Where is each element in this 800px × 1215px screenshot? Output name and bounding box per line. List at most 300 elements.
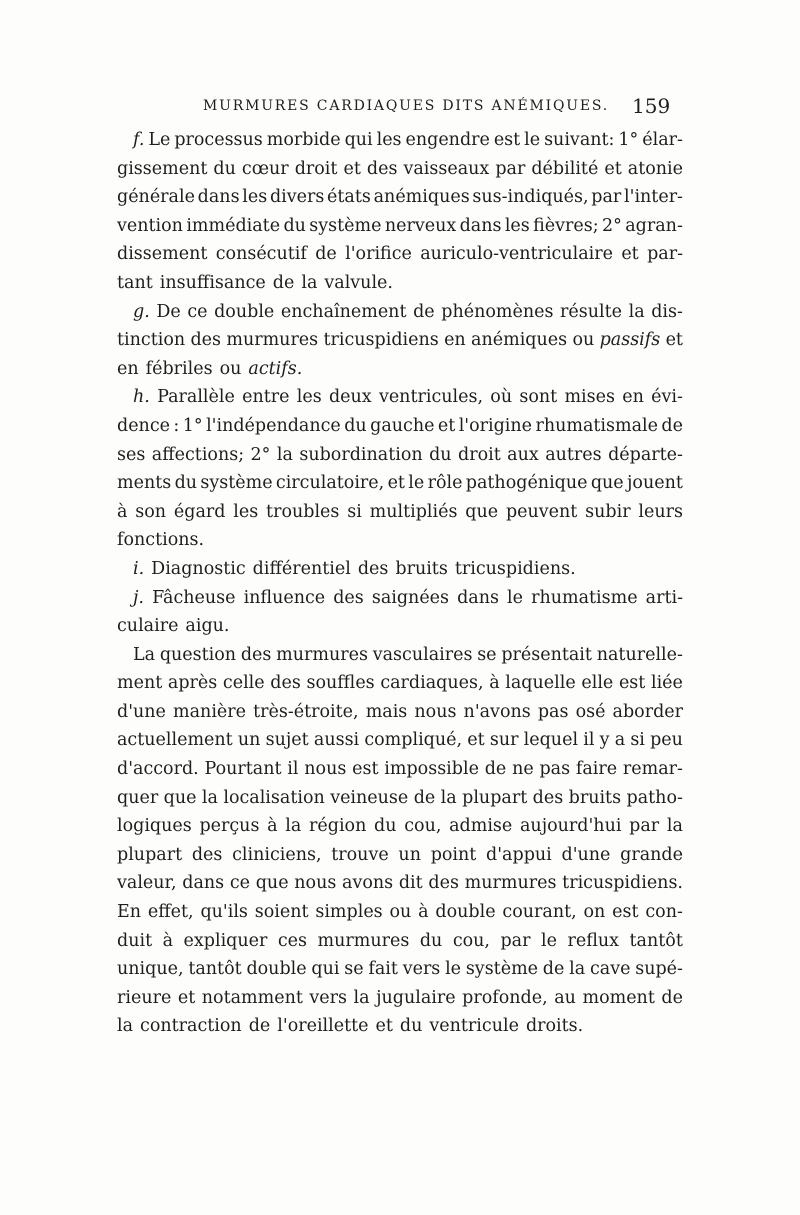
word: faire — [575, 759, 618, 780]
word: la — [276, 444, 293, 465]
word: naturelle- — [596, 644, 683, 665]
word: gissement — [117, 158, 208, 179]
word: notamment — [201, 987, 303, 1008]
word: des — [190, 330, 222, 351]
word: valeur, — [117, 873, 177, 894]
word: ou — [389, 902, 412, 923]
word: la — [569, 959, 586, 980]
word: En — [117, 902, 142, 923]
word: nous — [294, 873, 337, 894]
word: fébriles — [145, 358, 213, 379]
word: que — [163, 787, 197, 808]
word: rôle — [427, 473, 463, 494]
word: des — [240, 644, 272, 665]
word: présentait — [501, 644, 592, 665]
word: ce — [187, 301, 208, 322]
word — [248, 355, 302, 384]
word: d'une — [117, 701, 166, 722]
text-line — [117, 927, 683, 956]
word: bruits — [395, 558, 448, 579]
word: très-étroite, — [253, 701, 359, 722]
word: la — [117, 1016, 134, 1037]
word: du — [419, 930, 443, 951]
word: cardiaques, — [380, 673, 484, 694]
word: soient — [254, 902, 309, 923]
word: perçus — [199, 816, 260, 837]
word: ventricules, — [378, 387, 484, 408]
word — [600, 326, 661, 355]
italic-word: actifs. — [248, 358, 303, 379]
text-line — [117, 869, 683, 898]
word: de — [661, 415, 683, 436]
text-line — [117, 726, 683, 755]
word: évi- — [651, 387, 683, 408]
word: quer — [117, 787, 159, 808]
word: impossible — [384, 759, 479, 780]
word: des — [366, 158, 398, 179]
word: De — [156, 301, 181, 322]
word: courant, — [502, 902, 577, 923]
word: cou, — [404, 816, 442, 837]
word: morbide — [266, 130, 341, 150]
word: sujet — [265, 730, 309, 751]
text-line — [117, 898, 683, 927]
word: et — [375, 1016, 393, 1037]
word: différentiel — [252, 558, 351, 579]
text-line — [117, 498, 683, 527]
word: ou — [572, 330, 595, 351]
word: du — [344, 415, 367, 436]
word: dissement — [117, 244, 208, 265]
word: subir — [585, 501, 631, 522]
word: rhumatisme — [531, 587, 638, 608]
word: l'inter- — [624, 187, 683, 208]
word: ment — [117, 673, 163, 694]
word: sont — [519, 387, 558, 408]
word: à — [267, 816, 278, 837]
word: ce — [229, 873, 251, 894]
word: des — [357, 558, 389, 579]
word: veineuse — [330, 787, 409, 808]
word: multipliés — [369, 501, 458, 522]
italic-word: j. — [133, 587, 144, 608]
word: mises — [564, 387, 615, 408]
word: engendre — [405, 130, 490, 150]
word: les — [504, 215, 530, 236]
word: Diagnostic — [151, 558, 246, 579]
word: en — [117, 358, 139, 379]
word: le — [524, 130, 541, 150]
word: divers — [269, 187, 325, 208]
word: à — [162, 930, 174, 951]
word: bruits — [568, 787, 622, 808]
word: départe- — [608, 444, 683, 465]
word: question — [159, 644, 237, 665]
word: fièvres; — [533, 215, 599, 236]
word: moment — [582, 987, 655, 1008]
text-line — [117, 469, 683, 498]
word: par- — [647, 244, 683, 265]
word: gauche — [370, 415, 435, 436]
word: des — [270, 673, 301, 694]
word: peuvent — [505, 501, 578, 522]
word: atonie — [627, 158, 683, 179]
word: fait — [368, 959, 398, 980]
word: de — [542, 959, 565, 980]
word — [133, 555, 144, 584]
word: à — [117, 501, 128, 522]
text-line — [117, 441, 683, 470]
word: patho- — [626, 787, 683, 808]
word: circulatoire, — [275, 473, 385, 494]
text-line — [117, 240, 683, 269]
word: et — [387, 473, 405, 494]
word: ces — [277, 930, 308, 951]
word: deux — [328, 387, 372, 408]
word: de — [484, 759, 507, 780]
word: générale — [117, 187, 195, 208]
word: grande — [620, 844, 683, 865]
word: ments — [117, 473, 172, 494]
word: con- — [645, 902, 683, 923]
text-line — [117, 955, 683, 984]
word: lequel — [523, 730, 579, 751]
word: sus-indiqués, — [472, 187, 589, 208]
word: enchaînement — [280, 301, 407, 322]
word: en — [444, 330, 466, 351]
word: arti- — [645, 587, 683, 608]
word: le — [445, 959, 462, 980]
word: celle — [222, 673, 265, 694]
word: peu — [650, 730, 683, 751]
word: et — [604, 158, 622, 179]
word: reflux — [567, 930, 620, 951]
word: vaisseaux — [403, 158, 490, 179]
word: et — [177, 987, 196, 1008]
word: avons — [342, 873, 394, 894]
word: système — [309, 215, 382, 236]
text-line — [117, 526, 683, 555]
word: murmures — [226, 330, 319, 351]
word: droits. — [525, 1016, 584, 1037]
word: un — [398, 844, 421, 865]
text-line — [117, 698, 683, 727]
word: murmures — [464, 873, 557, 894]
word: à — [418, 902, 429, 923]
word: ventricule — [429, 1016, 519, 1037]
word: La — [133, 644, 156, 665]
word: osé — [575, 701, 606, 722]
word: valvule. — [324, 272, 393, 293]
text-line — [117, 383, 683, 412]
word: que — [465, 501, 499, 522]
word: la — [628, 301, 645, 322]
word: du — [174, 473, 198, 494]
word: pathogénique — [465, 473, 588, 494]
word: du — [213, 158, 236, 179]
word: cœur — [241, 158, 289, 179]
word: tant — [117, 272, 153, 293]
word: sur — [489, 730, 519, 751]
word: nerveux — [384, 215, 457, 236]
word: autres — [545, 444, 602, 465]
italic-word: f. — [133, 130, 145, 150]
word: de — [248, 1016, 271, 1037]
text-line — [117, 555, 683, 584]
word: d'accord. — [117, 759, 199, 780]
word: élar- — [642, 130, 683, 150]
word: jouent — [627, 473, 683, 494]
word: liée — [650, 673, 683, 694]
word: si — [347, 501, 362, 522]
word: des — [532, 787, 564, 808]
word: et — [665, 330, 683, 351]
text-line — [117, 355, 683, 384]
word: simples — [315, 902, 383, 923]
word: compliqué, — [364, 730, 463, 751]
word: agran- — [625, 215, 683, 236]
word: de — [315, 244, 337, 265]
word: débilité — [531, 158, 599, 179]
word: et — [437, 415, 456, 436]
page-number: 159 — [632, 94, 671, 118]
word: pas — [537, 701, 569, 722]
word: tantôt — [188, 959, 242, 980]
word: si — [630, 730, 645, 751]
word: supé- — [635, 959, 683, 980]
word: le — [541, 930, 557, 951]
word: la — [201, 787, 218, 808]
word: par — [591, 187, 622, 208]
word: localisation — [223, 787, 325, 808]
word: rieure — [117, 987, 172, 1008]
word: aborder — [612, 701, 683, 722]
page-header — [0, 94, 800, 120]
word: des — [191, 844, 223, 865]
word: entre — [242, 387, 290, 408]
word: l'oreillette — [277, 1016, 369, 1037]
word: nous — [414, 701, 457, 722]
word: aigu. — [185, 616, 230, 637]
word: remar- — [622, 759, 683, 780]
word: Parallèle — [157, 387, 235, 408]
word: que — [255, 873, 289, 894]
word: que — [590, 473, 624, 494]
word: vasculaires — [372, 644, 473, 665]
word: troubles — [266, 501, 340, 522]
text-line — [117, 326, 683, 355]
word: la — [353, 987, 370, 1008]
word: se — [477, 644, 497, 665]
word: admise — [449, 816, 513, 837]
word: résulte — [560, 301, 623, 322]
word: les — [376, 130, 402, 150]
word: dis- — [651, 301, 683, 322]
word: d'appui — [486, 844, 552, 865]
word: le — [408, 473, 425, 494]
word: du — [374, 816, 397, 837]
word: influence — [243, 587, 326, 608]
word: double — [435, 902, 496, 923]
word: souffles — [306, 673, 375, 694]
word: dence — [117, 415, 170, 436]
word: anémiques — [471, 330, 568, 351]
word: des — [428, 873, 459, 894]
word: double — [246, 959, 307, 980]
word: de — [413, 301, 435, 322]
word: rhumatismale — [535, 415, 658, 436]
word: laquelle — [505, 673, 576, 694]
italic-word: g. — [133, 301, 150, 322]
word: expliquer — [183, 930, 268, 951]
word: il — [583, 730, 595, 751]
word: elle — [581, 673, 614, 694]
word: dans — [459, 215, 502, 236]
text-line — [117, 269, 683, 298]
word: d'une — [561, 844, 611, 865]
word: des — [333, 587, 364, 608]
word: les — [296, 387, 322, 408]
word: l'origine — [458, 415, 533, 436]
text-line — [117, 584, 683, 613]
word: les — [242, 187, 268, 208]
word: droit — [458, 444, 501, 465]
text-line — [117, 155, 683, 184]
word: ne — [512, 759, 534, 780]
word: phénomènes — [441, 301, 554, 322]
word: états — [327, 187, 371, 208]
word: le — [507, 587, 524, 608]
text-line — [117, 1012, 683, 1041]
word: pas — [539, 759, 571, 780]
word: l'orifice — [345, 244, 412, 265]
word: 2° — [602, 215, 622, 236]
word: égard — [173, 501, 226, 522]
word: leurs — [638, 501, 683, 522]
running-title: MURMURES CARDIAQUES DITS ANÉMIQUES. — [203, 98, 609, 114]
word: saignées — [371, 587, 450, 608]
word: est — [618, 673, 646, 694]
word: tinction — [117, 330, 186, 351]
word: processus — [174, 130, 263, 150]
word: qui — [344, 130, 373, 150]
word: région — [309, 816, 367, 837]
word: logiques — [117, 816, 192, 837]
word: droit — [294, 158, 338, 179]
word: et — [343, 158, 361, 179]
word: anémiques — [373, 187, 470, 208]
word: jugulaire — [376, 987, 456, 1008]
word: affections; — [151, 444, 245, 465]
text-line — [117, 841, 683, 870]
word: dit — [398, 873, 423, 894]
text-line — [117, 784, 683, 813]
word: aussi — [313, 730, 360, 751]
word: du — [429, 444, 452, 465]
word: y — [599, 730, 610, 751]
word: les — [233, 501, 259, 522]
word: aujourd'hui — [519, 816, 622, 837]
word: Le — [148, 130, 171, 150]
word: double — [214, 301, 275, 322]
word: est — [352, 759, 379, 780]
word: de — [661, 987, 683, 1008]
word: du — [283, 215, 306, 236]
word — [133, 126, 144, 155]
word: murmures — [317, 930, 410, 951]
text-line — [117, 212, 683, 241]
word: vers — [402, 959, 441, 980]
word: est — [493, 130, 521, 150]
word: point — [430, 844, 477, 865]
word: l'indépendance — [206, 415, 341, 436]
word: effet, — [147, 902, 194, 923]
word: son — [135, 501, 167, 522]
text-line — [117, 755, 683, 784]
italic-word: h. — [133, 387, 150, 408]
text-line — [117, 984, 683, 1013]
word: 1° — [182, 415, 203, 436]
word: actuellement — [117, 730, 233, 751]
word: par — [495, 158, 526, 179]
word: ses — [117, 444, 146, 465]
word: ou — [219, 358, 242, 379]
word: nous — [304, 759, 347, 780]
word: a — [614, 730, 626, 751]
word: système — [465, 959, 539, 980]
word — [133, 584, 144, 613]
word: cave — [589, 959, 631, 980]
word: contraction — [140, 1016, 242, 1037]
word: subordination — [299, 444, 423, 465]
word: de — [272, 272, 295, 293]
word: par — [629, 816, 660, 837]
word: la — [301, 272, 318, 293]
word: plupart — [117, 844, 183, 865]
word: profonde, — [462, 987, 548, 1008]
word: cliniciens, — [232, 844, 322, 865]
word: manière — [173, 701, 246, 722]
word: n'avons — [463, 701, 531, 722]
body-text — [117, 126, 683, 1041]
word: la — [285, 816, 302, 837]
word: aux — [507, 444, 539, 465]
word: trouve — [331, 844, 389, 865]
word: du — [399, 1016, 423, 1037]
text-line — [117, 612, 683, 641]
word: 2° — [250, 444, 271, 465]
word: un — [237, 730, 261, 751]
word: plupart — [462, 787, 528, 808]
word: dans — [457, 587, 499, 608]
word: la — [440, 787, 457, 808]
word: où — [490, 387, 513, 408]
word: auriculo-ventriculaire — [420, 244, 613, 265]
word: culaire — [117, 616, 179, 637]
word: en — [622, 387, 644, 408]
word: unique, — [117, 959, 184, 980]
word: duit — [117, 930, 153, 951]
word — [133, 298, 150, 327]
word: par — [500, 930, 531, 951]
word: dans — [197, 187, 240, 208]
word: tricuspidiens. — [454, 558, 576, 579]
word: à — [489, 673, 500, 694]
word: tantôt — [629, 930, 683, 951]
word: fonctions. — [117, 530, 205, 551]
text-line — [117, 669, 683, 698]
word: Pourtant — [204, 759, 282, 780]
